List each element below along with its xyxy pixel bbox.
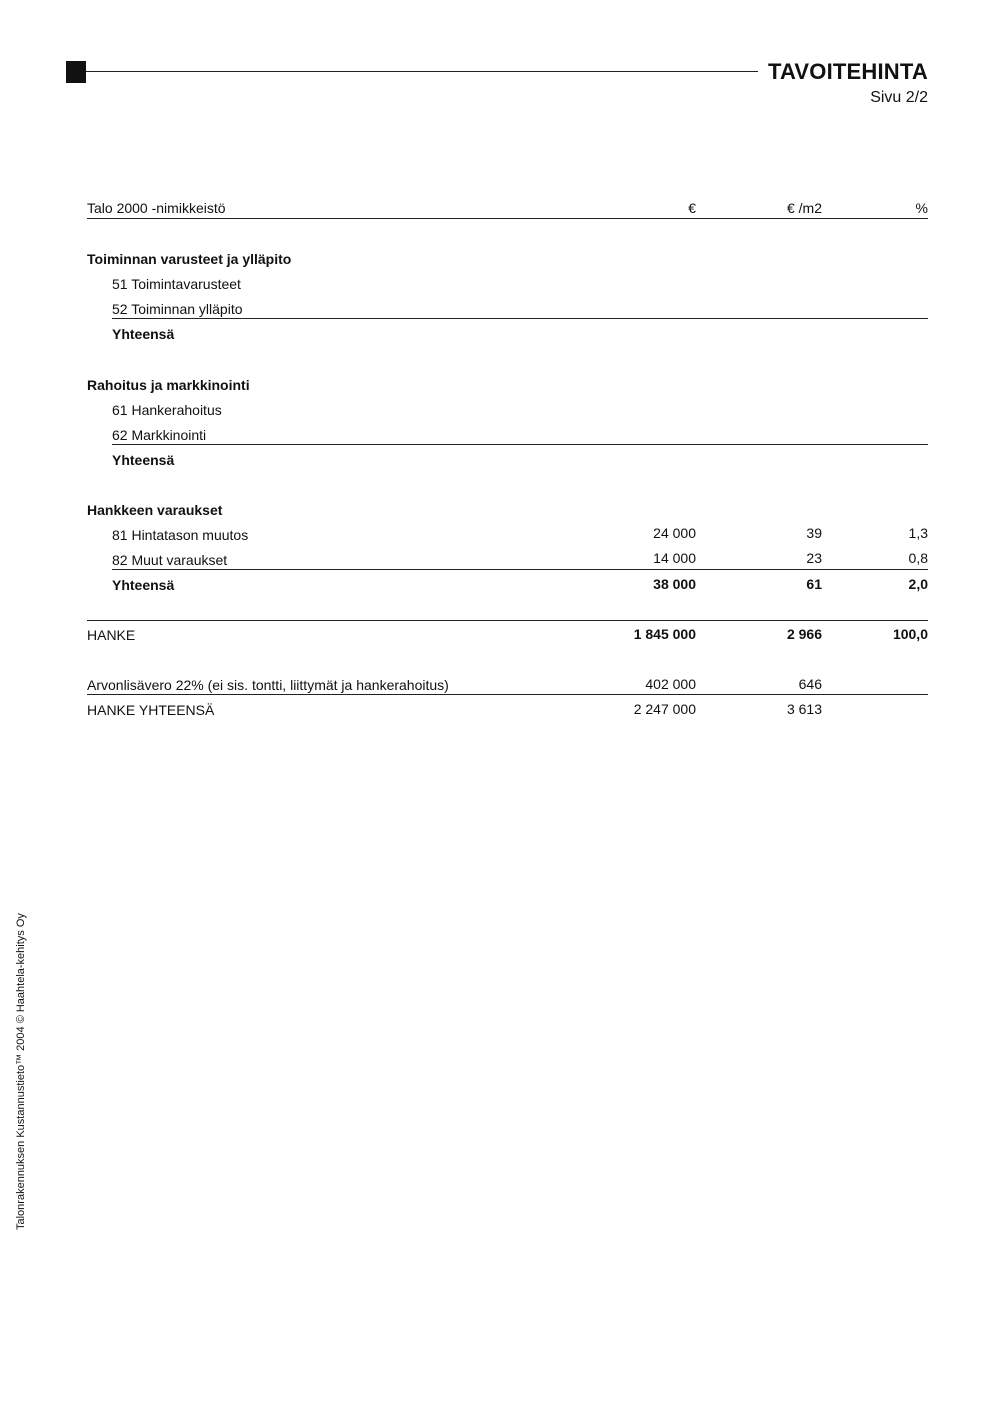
column-header-eur-m2: € /m2 [786,200,822,216]
hanke-value-eur-m2: 2 966 [786,626,822,642]
copyright-side-text: Talonrakennuksen Kustannustieto™ 2004 © Haahtela-kehitys Oy [15,913,27,1230]
column-header-eur: € [688,200,696,216]
vat-rule [87,694,928,695]
total-value-pct: 2,0 [908,576,928,592]
grand-total-value-eur: 2 247 000 [633,701,696,717]
row-value-eur-m2: 23 [806,550,822,566]
header-underline [87,218,928,219]
subtotal-rule [112,569,928,570]
vat-value-eur: 402 000 [645,676,696,692]
hanke-value-pct: 100,0 [892,626,928,642]
total-value-eur: 38 000 [653,576,696,592]
list-item: 52 Toiminnan ylläpito [112,301,243,317]
grand-total-value-eur-m2: 3 613 [786,701,822,717]
vat-value-eur-m2: 646 [798,676,822,692]
hanke-value-eur: 1 845 000 [633,626,696,642]
list-item: 61 Hankerahoitus [112,402,222,418]
list-item: 82 Muut varaukset [112,552,228,568]
row-value-eur: 24 000 [653,525,696,541]
section-title: Hankkeen varaukset [87,502,223,518]
subtotal-rule [112,444,928,445]
column-header-label: Talo 2000 -nimikkeistö [87,200,226,216]
list-item: 51 Toimintavarusteet [112,276,241,292]
section-title: Toiminnan varusteet ja ylläpito [87,251,292,267]
subtotal-rule [112,318,928,319]
hanke-rule [87,620,928,621]
row-value-pct: 1,3 [908,525,928,541]
hanke-label: HANKE [87,627,136,643]
page-number: Sivu 2/2 [870,89,928,106]
header-rule [86,71,758,72]
list-item: 62 Markkinointi [112,427,207,443]
section-title: Rahoitus ja markkinointi [87,377,250,393]
section-total-label: Yhteensä [112,577,175,593]
grand-total-label: HANKE YHTEENSÄ [87,702,215,718]
row-value-eur-m2: 39 [806,525,822,541]
column-header-pct: % [915,200,928,216]
vat-label: Arvonlisävero 22% (ei sis. tontti, liittymät ja hankerahoitus) [87,677,449,693]
total-value-eur-m2: 61 [806,576,822,592]
row-value-pct: 0,8 [908,550,928,566]
section-total-label: Yhteensä [112,452,175,468]
row-value-eur: 14 000 [653,550,696,566]
section-total-label: Yhteensä [112,326,175,342]
document-title: TAVOITEHINTA [767,59,928,84]
list-item: 81 Hintatason muutos [112,527,249,543]
header-marker-block [66,61,86,83]
